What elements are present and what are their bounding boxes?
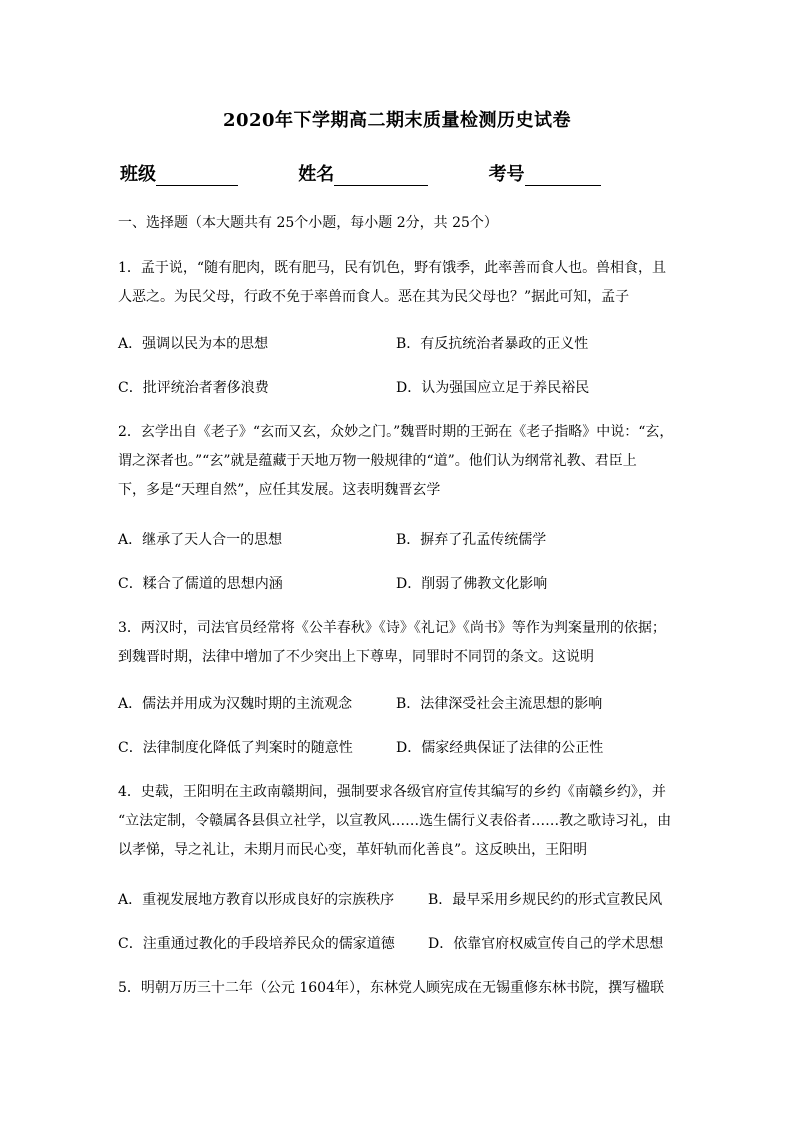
- option-row: [118, 737, 684, 759]
- id-label: 考号: [488, 164, 525, 185]
- class-blank[interactable]: [156, 167, 238, 186]
- student-info-row: [120, 160, 680, 186]
- option-a[interactable]: A．强调以民为本的思想: [118, 336, 269, 352]
- option-row: [118, 333, 684, 355]
- option-row: [118, 377, 684, 399]
- option-b[interactable]: B．有反抗统治者暴政的正义性: [396, 336, 589, 352]
- stem-line: 3．两汉时，司法官员经常将《公羊春秋》《诗》《礼记》《尚书》等作为判案量刑的依据；: [118, 620, 666, 636]
- stem-line: 谓之深者也。”“玄”就是蕴藏于天地万物一般规律的“道”。他们认为纲常礼教、君臣上: [118, 453, 637, 469]
- question-stem: [118, 254, 684, 312]
- option-row: [118, 693, 684, 715]
- stem-line: 2．玄学出自《老子》“玄而又玄，众妙之门。”魏晋时期的王弼在《老子指略》中说：“玄，: [118, 424, 674, 440]
- option-d[interactable]: D．削弱了佛教文化影响: [396, 576, 548, 592]
- id-blank[interactable]: [525, 167, 601, 186]
- option-b[interactable]: B．最早采用乡规民约的形式宣教民风: [428, 892, 663, 908]
- option-b[interactable]: B．法律深受社会主流思想的影响: [396, 696, 603, 712]
- question-stem: [118, 614, 684, 672]
- class-label: 班级: [120, 164, 156, 185]
- stem-line: 到魏晋时期，法律中增加了不少突出上下尊卑，同罪时不同罚的条文。这说明: [118, 649, 594, 665]
- option-d[interactable]: D．儒家经典保证了法律的公正性: [396, 740, 604, 756]
- option-row: [118, 889, 684, 911]
- class-field: [120, 160, 238, 186]
- option-row: [118, 933, 684, 955]
- option-a[interactable]: A．儒法并用成为汉魏时期的主流观念: [118, 696, 353, 712]
- stem-line: “立法定制，令赣属各县俱立社学，以宣教风……选生儒行义表俗者……教之歌诗习礼，由: [118, 813, 672, 829]
- stem-line: 1．孟于说，“随有肥肉，既有肥马，民有饥色，野有饿季，此率善而食人也。兽相食，且: [118, 260, 667, 276]
- stem-line: 下，多是“天理自然”，应任其发展。这表明魏晋玄学: [118, 482, 441, 498]
- option-a[interactable]: A．继承了天人合一的思想: [118, 532, 283, 548]
- option-c[interactable]: C．注重通过教化的手段培养民众的儒家道德: [118, 936, 395, 952]
- stem-line: 5．明朝万历三十二年（公元 1604年），东林党人顾宪成在无锡重修东林书院，撰写楹联: [118, 980, 664, 996]
- option-d[interactable]: D．依靠官府权威宣传自己的学术思想: [428, 936, 664, 952]
- stem-line: 4．史载，王阳明在主政南赣期间，强制要求各级官府宣传其编写的乡约《南赣乡约》，并: [118, 784, 666, 800]
- option-row: [118, 529, 684, 551]
- option-b[interactable]: B．摒弃了孔孟传统儒学: [396, 532, 547, 548]
- section-header: 一、选择题（本大题共有 25个小题，每小题 2分，共 25个）: [118, 215, 498, 231]
- option-a[interactable]: A．重视发展地方教育以形成良好的宗族秩序: [118, 892, 395, 908]
- stem-line: 人恶之。为民父母，行政不免于率兽而食人。恶在其为民父母也？”据此可知，孟子: [118, 289, 630, 305]
- stem-line: 以孝悌，导之礼让，未期月而民心变，革奸轨而化善良”。这反映出，王阳明: [118, 842, 588, 858]
- id-field: [489, 160, 601, 186]
- option-c[interactable]: C．批评统治者奢侈浪费: [118, 380, 269, 396]
- exam-title: 2020年下学期高二期末质量检测历史试卷: [222, 110, 572, 131]
- option-c[interactable]: C．法律制度化降低了判案时的随意性: [118, 740, 353, 756]
- question-stem: [118, 418, 684, 505]
- option-row: [118, 573, 684, 595]
- question-stem: [118, 778, 684, 865]
- name-label: 姓名: [298, 164, 335, 185]
- option-d[interactable]: D．认为强国应立足于养民裕民: [396, 380, 590, 396]
- question-stem: [118, 974, 684, 1003]
- option-c[interactable]: C．糅合了儒道的思想内涵: [118, 576, 283, 592]
- name-blank[interactable]: [334, 167, 428, 186]
- name-field: [298, 160, 428, 186]
